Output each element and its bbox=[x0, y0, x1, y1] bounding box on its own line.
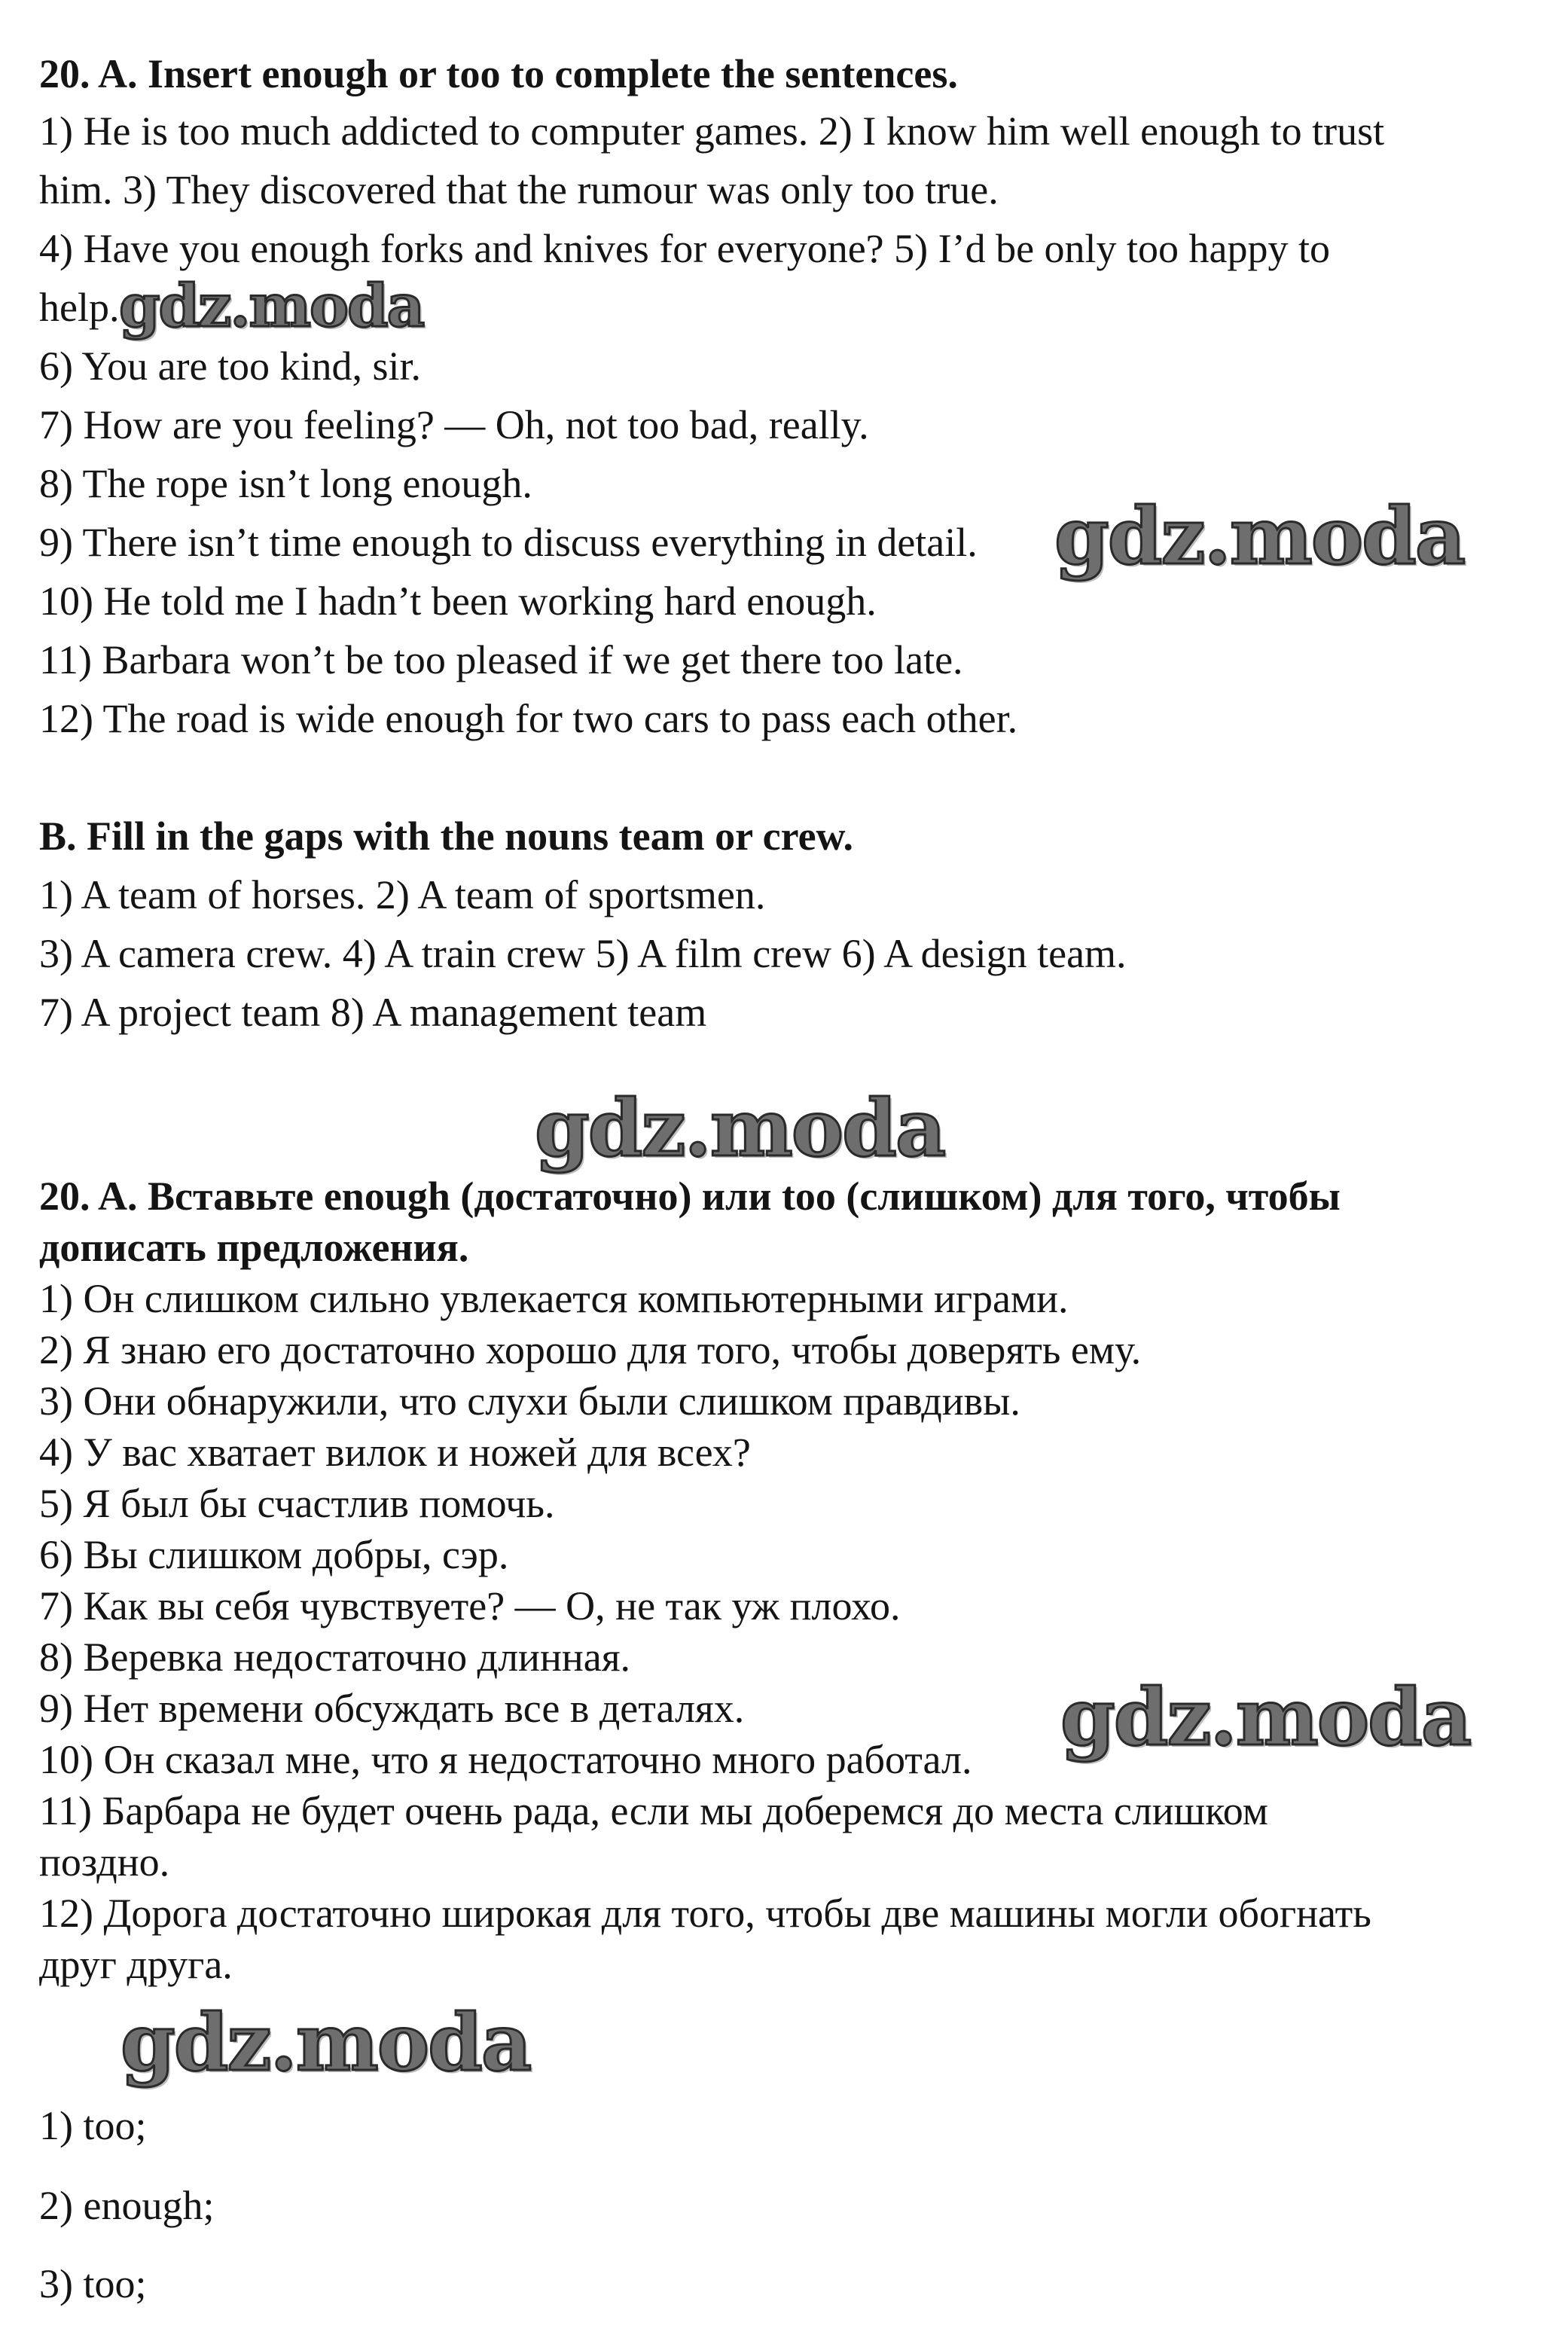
section-ru-line: 8) Веревка недостаточно длинная. bbox=[39, 1635, 631, 1680]
section-b-line: 3) A camera crew. 4) A train crew 5) A film crew 6) A design team. bbox=[39, 931, 1127, 976]
section-ru-line: 5) Я был бы счастлив помочь. bbox=[39, 1481, 555, 1526]
watermark-logo: gdz.moda bbox=[1060, 1671, 1471, 1763]
section-ru-line: 12) Дорога достаточно широкая для того, чтобы две машины могли обогнать bbox=[39, 1891, 1371, 1936]
section-a-line: help. bbox=[39, 285, 120, 330]
section-a-line: him. 3) They discovered that the rumour was only too true. bbox=[39, 167, 999, 212]
section-ru-heading: 20. A. Вставьте enough (достаточно) или too (слишком) для того, чтобы bbox=[39, 1174, 1341, 1219]
section-ru-line: 9) Нет времени обсуждать все в деталях. bbox=[39, 1686, 745, 1731]
section-b-line: 7) A project team 8) A management team bbox=[39, 990, 707, 1035]
watermark-logo: gdz.moda bbox=[119, 272, 424, 340]
section-a-line: 1) He is too much addicted to computer games. 2) I know him well enough to trust bbox=[39, 108, 1385, 154]
answer-item: 2) enough; bbox=[39, 2183, 215, 2228]
section-a-line: 6) You are too kind, sir. bbox=[39, 343, 422, 389]
answer-item: 1) too; bbox=[39, 2103, 147, 2148]
section-a-line: 7) How are you feeling? — Oh, not too bad, really. bbox=[39, 402, 869, 447]
watermark-logo: gdz.moda bbox=[1054, 490, 1465, 582]
section-a-line: 10) He told me I hadn’t been working hard enough. bbox=[39, 578, 877, 624]
section-ru-line: друг друга. bbox=[39, 1942, 233, 1987]
section-a-line: 9) There isn’t time enough to discuss everything in detail. bbox=[39, 520, 978, 565]
section-ru-line: 10) Он сказал мне, что я недостаточно много работал. bbox=[39, 1737, 972, 1782]
section-a-line: 12) The road is wide enough for two cars to pass each other. bbox=[39, 696, 1018, 741]
section-ru-line: 1) Он слишком сильно увлекается компьютерными играми. bbox=[39, 1276, 1069, 1321]
section-ru-line: 2) Я знаю его достаточно хорошо для того, чтобы доверять ему. bbox=[39, 1327, 1142, 1372]
section-ru-line: 7) Как вы себя чувствуете? — О, не так уж плохо. bbox=[39, 1583, 901, 1628]
watermark-logo: gdz.moda bbox=[120, 1996, 531, 2089]
section-a-line: 11) Barbara won’t be too pleased if we get there too late. bbox=[39, 637, 963, 682]
section-ru-line: 11) Барбара не будет очень рада, если мы доберемся до места слишком bbox=[39, 1788, 1268, 1833]
section-ru-line: 3) Они обнаружили, что слухи были слишком правдивы. bbox=[39, 1378, 1020, 1424]
section-ru-line: поздно. bbox=[39, 1839, 170, 1885]
section-ru-line: 6) Вы слишком добры, сэр. bbox=[39, 1532, 509, 1577]
section-a-heading: 20. A. Insert enough or too to complete the sentences. bbox=[39, 51, 958, 96]
answer-item: 3) too; bbox=[39, 2261, 147, 2306]
watermark-logo: gdz.moda bbox=[535, 1082, 945, 1174]
section-ru-heading-cont: дописать предложения. bbox=[39, 1225, 469, 1270]
section-a-line: 8) The rope isn’t long enough. bbox=[39, 461, 532, 506]
section-ru-line: 4) У вас хватает вилок и ножей для всех? bbox=[39, 1430, 751, 1475]
section-b-line: 1) A team of horses. 2) A team of sportsmen. bbox=[39, 872, 766, 917]
section-a-line: 4) Have you enough forks and knives for everyone? 5) I’d be only too happy to bbox=[39, 226, 1331, 271]
section-b-heading: B. Fill in the gaps with the nouns team or crew. bbox=[39, 813, 854, 859]
